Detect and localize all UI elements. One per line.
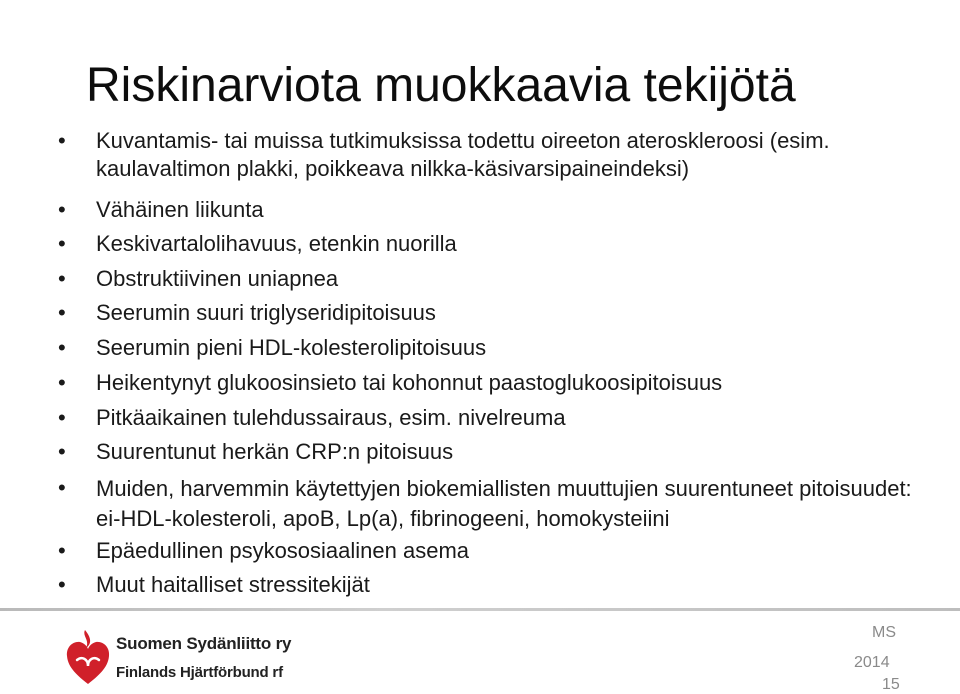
bullet-dot: • [58,405,66,430]
bullet-text: Keskivartalolihavuus, etenkin nuorilla [96,231,457,256]
bullet-dot: • [58,128,66,153]
bullet-text: Seerumin suuri triglyseridipitoisuus [96,300,436,325]
bullet-text: Vähäinen liikunta [96,197,264,222]
bullet-dot: • [58,538,66,563]
bullet-text: Obstruktiivinen uniapnea [96,266,339,291]
bullet-text: Pitkäaikainen tulehdussairaus, esim. nivelreuma [96,405,566,430]
bullet-text: Seerumin pieni HDL-kolesterolipitoisuus [96,335,487,360]
bullet-dot: • [58,197,66,222]
bullet-text: Suurentunut herkän CRP:n pitoisuus [96,439,454,464]
bullet-dot: • [58,370,66,395]
page-number: 15 [882,676,900,693]
author-initials: MS [872,624,896,641]
bullet-dot: • [58,231,66,256]
logo-text-secondary: Finlands Hjärtförbund rf [116,664,283,681]
bullet-dot: • [58,572,66,597]
bullet-text: Muiden, harvemmin käytettyjen biokemiallisten muuttujien suurentuneet pitoisuudet: ei-HDL-kolesteroli, apoB, Lp(a), fibrinogeeni, homokysteiini [96,476,912,531]
footer-year: 2014 [854,654,890,671]
bullet-text: Kuvantamis- tai muissa tutkimuksissa todettu oireeton ateroskleroosi (esim. kaulavaltimon plakki, poikkeava nilkka-käsivarsipaineindeksi) [96,128,830,181]
logo-text-primary: Suomen Sydänliitto ry [116,634,292,653]
bullet-dot: • [58,266,66,291]
footer-divider [0,608,960,611]
bullet-text: Muut haitalliset stressitekijät [96,572,370,597]
organization-logo [64,626,324,690]
bullet-text: Epäedullinen psykososiaalinen asema [96,538,470,563]
bullet-dot: • [58,335,66,360]
bullet-dot: • [58,475,66,500]
heart-icon [64,626,112,688]
bullet-text: Heikentynyt glukoosinsieto tai kohonnut paastoglukoosipitoisuus [96,370,723,395]
slide-title: Riskinarviota muokkaavia tekijötä [86,59,796,112]
bullet-dot: • [58,300,66,325]
bullet-dot: • [58,439,66,464]
